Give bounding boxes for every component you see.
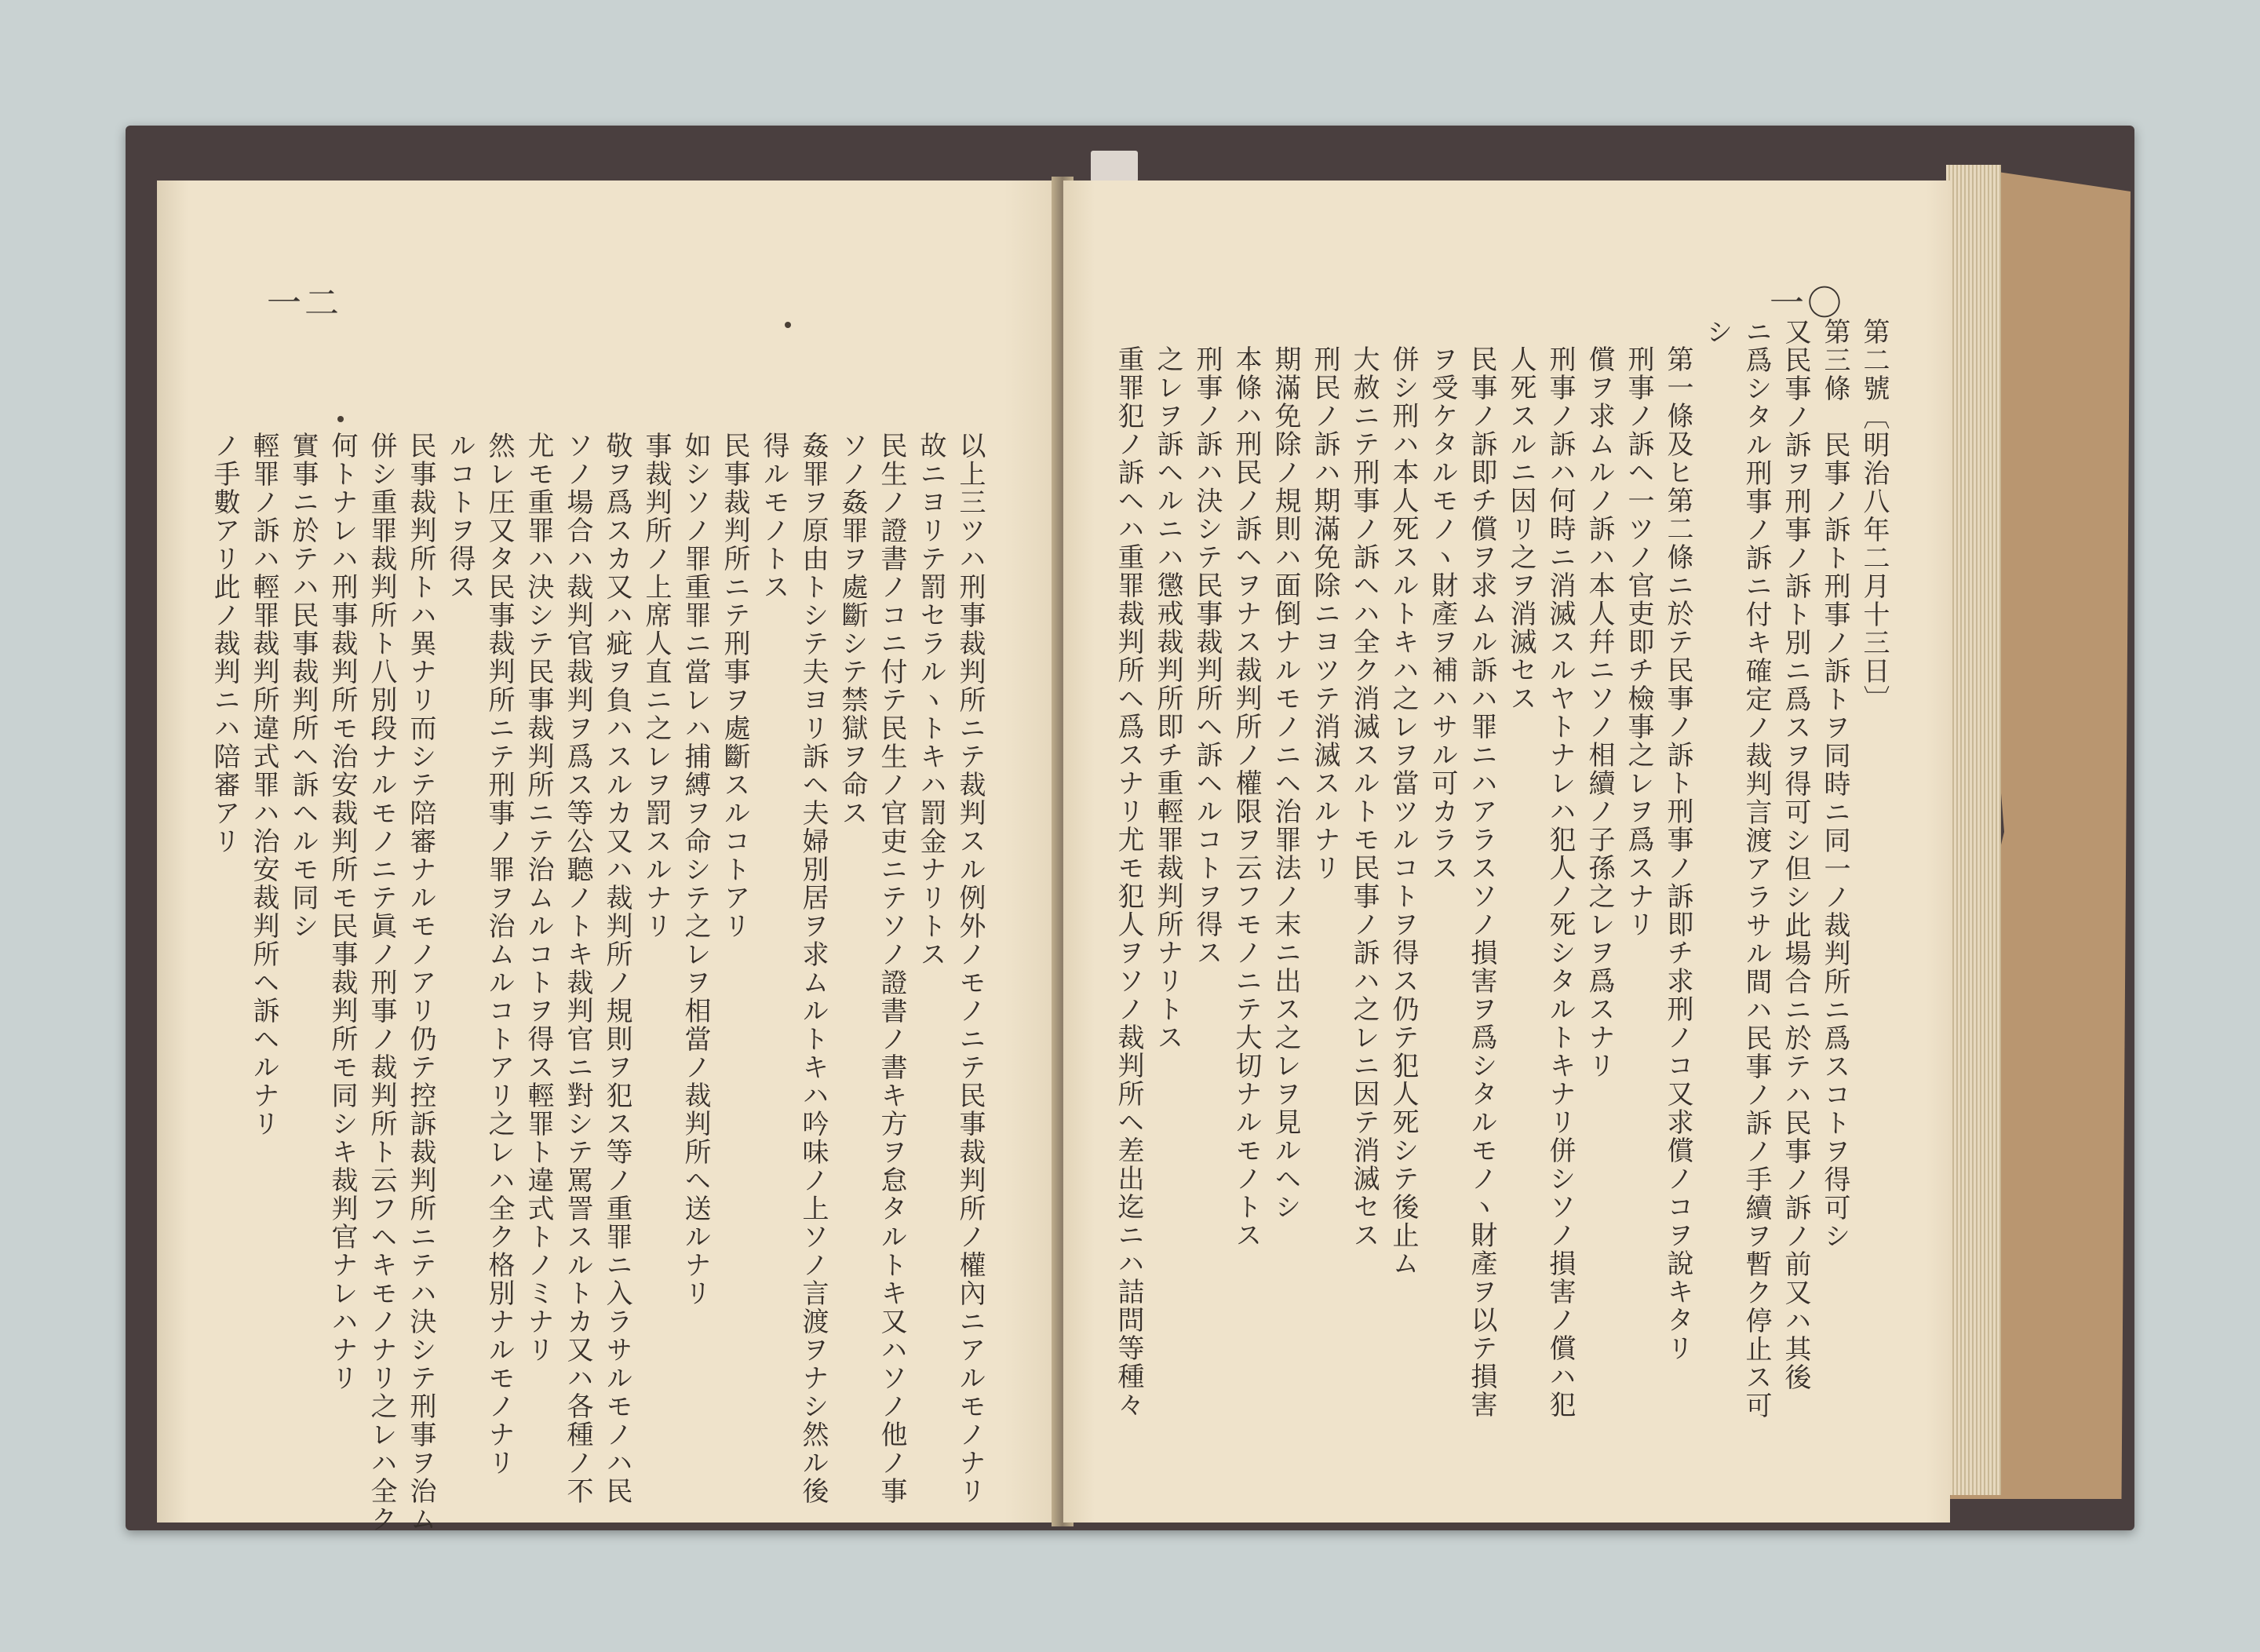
right-column-5: シ [1701, 318, 1733, 346]
left-column-1: ノ手數アリ此ノ裁判ニハ陪審アリ [209, 432, 240, 855]
right-column-1: 第二號〔明治八年二月十三日〕 [1858, 318, 1890, 713]
left-column-11: 敬ヲ爲スカ又ハ疵ヲ負ハスルカ又ハ裁判所ノ規則ヲ犯ス等ノ重罪ニ入ラサルモノハ民 [601, 432, 632, 1505]
left-column-14: 民事裁判所ニテ刑事ヲ處斷スルコトアリ [719, 432, 750, 940]
left-column-4: 何トナレハ刑事裁判所モ治安裁判所モ民事裁判所モ同シキ裁判官ナレハナリ [326, 432, 358, 1392]
left-column-10: ソノ場合ハ裁判官裁判ヲ爲ス等公聽ノトキ裁判官ニ對シテ罵詈スルトカ又ハ各種ノ不 [562, 432, 593, 1505]
right-column-14: 大赦ニテ刑事ノ訴ヘハ全ク消滅スルトモ民事ノ訴ハ之レニ因テ消滅セス [1348, 345, 1380, 1249]
print-mark [785, 322, 791, 328]
right-page-number: 一〇 [1770, 283, 1845, 323]
right-column-16: 期滿免除ノ規則ハ面倒ナルモノニヘ治罪法ノ末ニ出ス之レヲ見ルヘシ [1270, 345, 1301, 1221]
left-column-18: 民生ノ證書ノコニ付テ民生ノ官吏ニテソノ證書ノ書キ方ヲ怠タルトキ又ハソノ他ノ事 [876, 432, 907, 1505]
spine-tape [1091, 151, 1138, 182]
right-column-8: 償ヲ求ムルノ訴ハ本人幷ニソノ相續ノ子孫之レヲ爲スナリ [1584, 345, 1615, 1080]
page-stack [1946, 165, 2001, 1495]
left-column-5: 併シ重罪裁判所ト八別段ナルモノニテ眞ノ刑事ノ裁判所ト云フヘキモノナリ之レハ全ク [366, 432, 397, 1533]
left-column-17: ソノ姦罪ヲ處斷シテ禁獄ヲ命ス [837, 432, 868, 827]
left-column-16: 姦罪ヲ原由トシテ夫ヨリ訴ヘ夫婦別居ヲ求ムルトキハ吟味ノ上ソノ言渡ヲナシ然ル後 [797, 432, 829, 1505]
left-column-2: 輕罪ノ訴ハ輕罪裁判所違式罪ハ治安裁判所ヘ訴ヘルナリ [248, 432, 279, 1138]
right-column-6: 第一條及ヒ第二條ニ於テ民事ノ訴ト刑事ノ訴即チ求刑ノコ又求償ノコヲ說キタリ [1662, 345, 1693, 1362]
right-page [1063, 181, 1950, 1523]
right-column-12: ヲ受ケタルモノヽ財產ヲ補ハサル可カラス [1427, 345, 1458, 882]
left-column-19: 故ニヨリテ罰セラルヽトキハ罰金ナリトス [915, 432, 946, 968]
left-column-7: ルコトヲ得ス [444, 432, 476, 601]
right-column-19: 之レヲ訴ヘルニハ懲戒裁判所即チ重輕罪裁判所ナリトス [1152, 345, 1183, 1052]
right-column-18: 刑事ノ訴ハ決シテ民事裁判所ヘ訴ヘルコトヲ得ス [1191, 345, 1223, 967]
left-page-number: 一二 [267, 283, 342, 323]
right-column-10: 人死スルニ因リ之ヲ消滅セス [1505, 345, 1536, 713]
right-column-4: ニ爲シタル刑事ノ訴ニ付キ確定ノ裁判言渡アラサル間ハ民事ノ訴ノ手續ヲ暫ク停止ス可 [1741, 318, 1772, 1420]
right-column-15: 刑民ノ訴ハ期滿免除ニヨツテ消滅スルナリ [1309, 345, 1340, 882]
right-column-11: 民事ノ訴即チ償ヲ求ムル訴ハ罪ニハアラスソノ損害ヲ爲シタルモノヽ財產ヲ以テ損害 [1466, 345, 1497, 1419]
right-column-13: 併シ刑ハ本人死スルトキハ之レヲ當ツルコトヲ得ス仍テ犯人死シテ後止ム [1387, 345, 1419, 1278]
print-mark [337, 416, 344, 422]
left-column-13: 如シソノ罪重罪ニ當レハ捕縛ヲ命シテ之レヲ相當ノ裁判所ヘ送ルナリ [680, 432, 711, 1307]
left-column-20: 以上三ツハ刑事裁判所ニテ裁判スル例外ノモノニテ民事裁判所ノ權內ニアルモノナリ [954, 432, 986, 1505]
right-column-9: 刑事ノ訴ハ何時ニ消滅スルヤトナレハ犯人ノ死シタルトキナリ併シソノ損害ノ償ハ犯 [1544, 345, 1576, 1419]
right-column-2: 第三條 民事ノ訴ト刑事ノ訴トヲ同時ニ同一ノ裁判所ニ爲スコトヲ得可シ [1819, 318, 1850, 1250]
right-column-20: 重罪犯ノ訴ヘハ重罪裁判所ヘ爲スナリ尤モ犯人ヲソノ裁判所ヘ差出迄ニハ詰問等種々 [1113, 345, 1144, 1419]
left-page [157, 181, 1059, 1533]
right-column-17: 本條ハ刑民ノ訴ヘヲナス裁判所ノ權限ヲ云フモノニテ大切ナルモノトス [1230, 345, 1262, 1249]
left-column-9: 尤モ重罪ハ決シテ民事裁判所ニテ治ムルコトヲ得ス輕罪ト違式トノミナリ [523, 432, 554, 1364]
left-column-3: 實事ニ於テハ民事裁判所ヘ訴ヘルモ同シ [287, 432, 319, 940]
left-column-12: 事裁判所ノ上席人直ニ之レヲ罰スルナリ [640, 432, 672, 940]
left-column-6: 民事裁判所トハ異ナリ而シテ陪審ナルモノアリ仍テ控訴裁判所ニテハ決シテ刑事ヲ治ム [405, 432, 436, 1533]
right-column-3: 又民事ノ訴ヲ刑事ノ訴ト別ニ爲スヲ得可シ但シ此場合ニ於テハ民事ノ訴ノ前又ハ其後 [1780, 318, 1811, 1391]
right-column-7: 刑事ノ訴ヘ一ツノ官吏即チ檢事之レヲ爲スナリ [1623, 345, 1654, 939]
left-column-8: 然レ圧又タ民事裁判所ニテ刑事ノ罪ヲ治ムルコトアリ之レハ全ク格別ナルモノナリ [483, 432, 515, 1477]
left-column-15: 得ルモノトス [758, 432, 789, 601]
